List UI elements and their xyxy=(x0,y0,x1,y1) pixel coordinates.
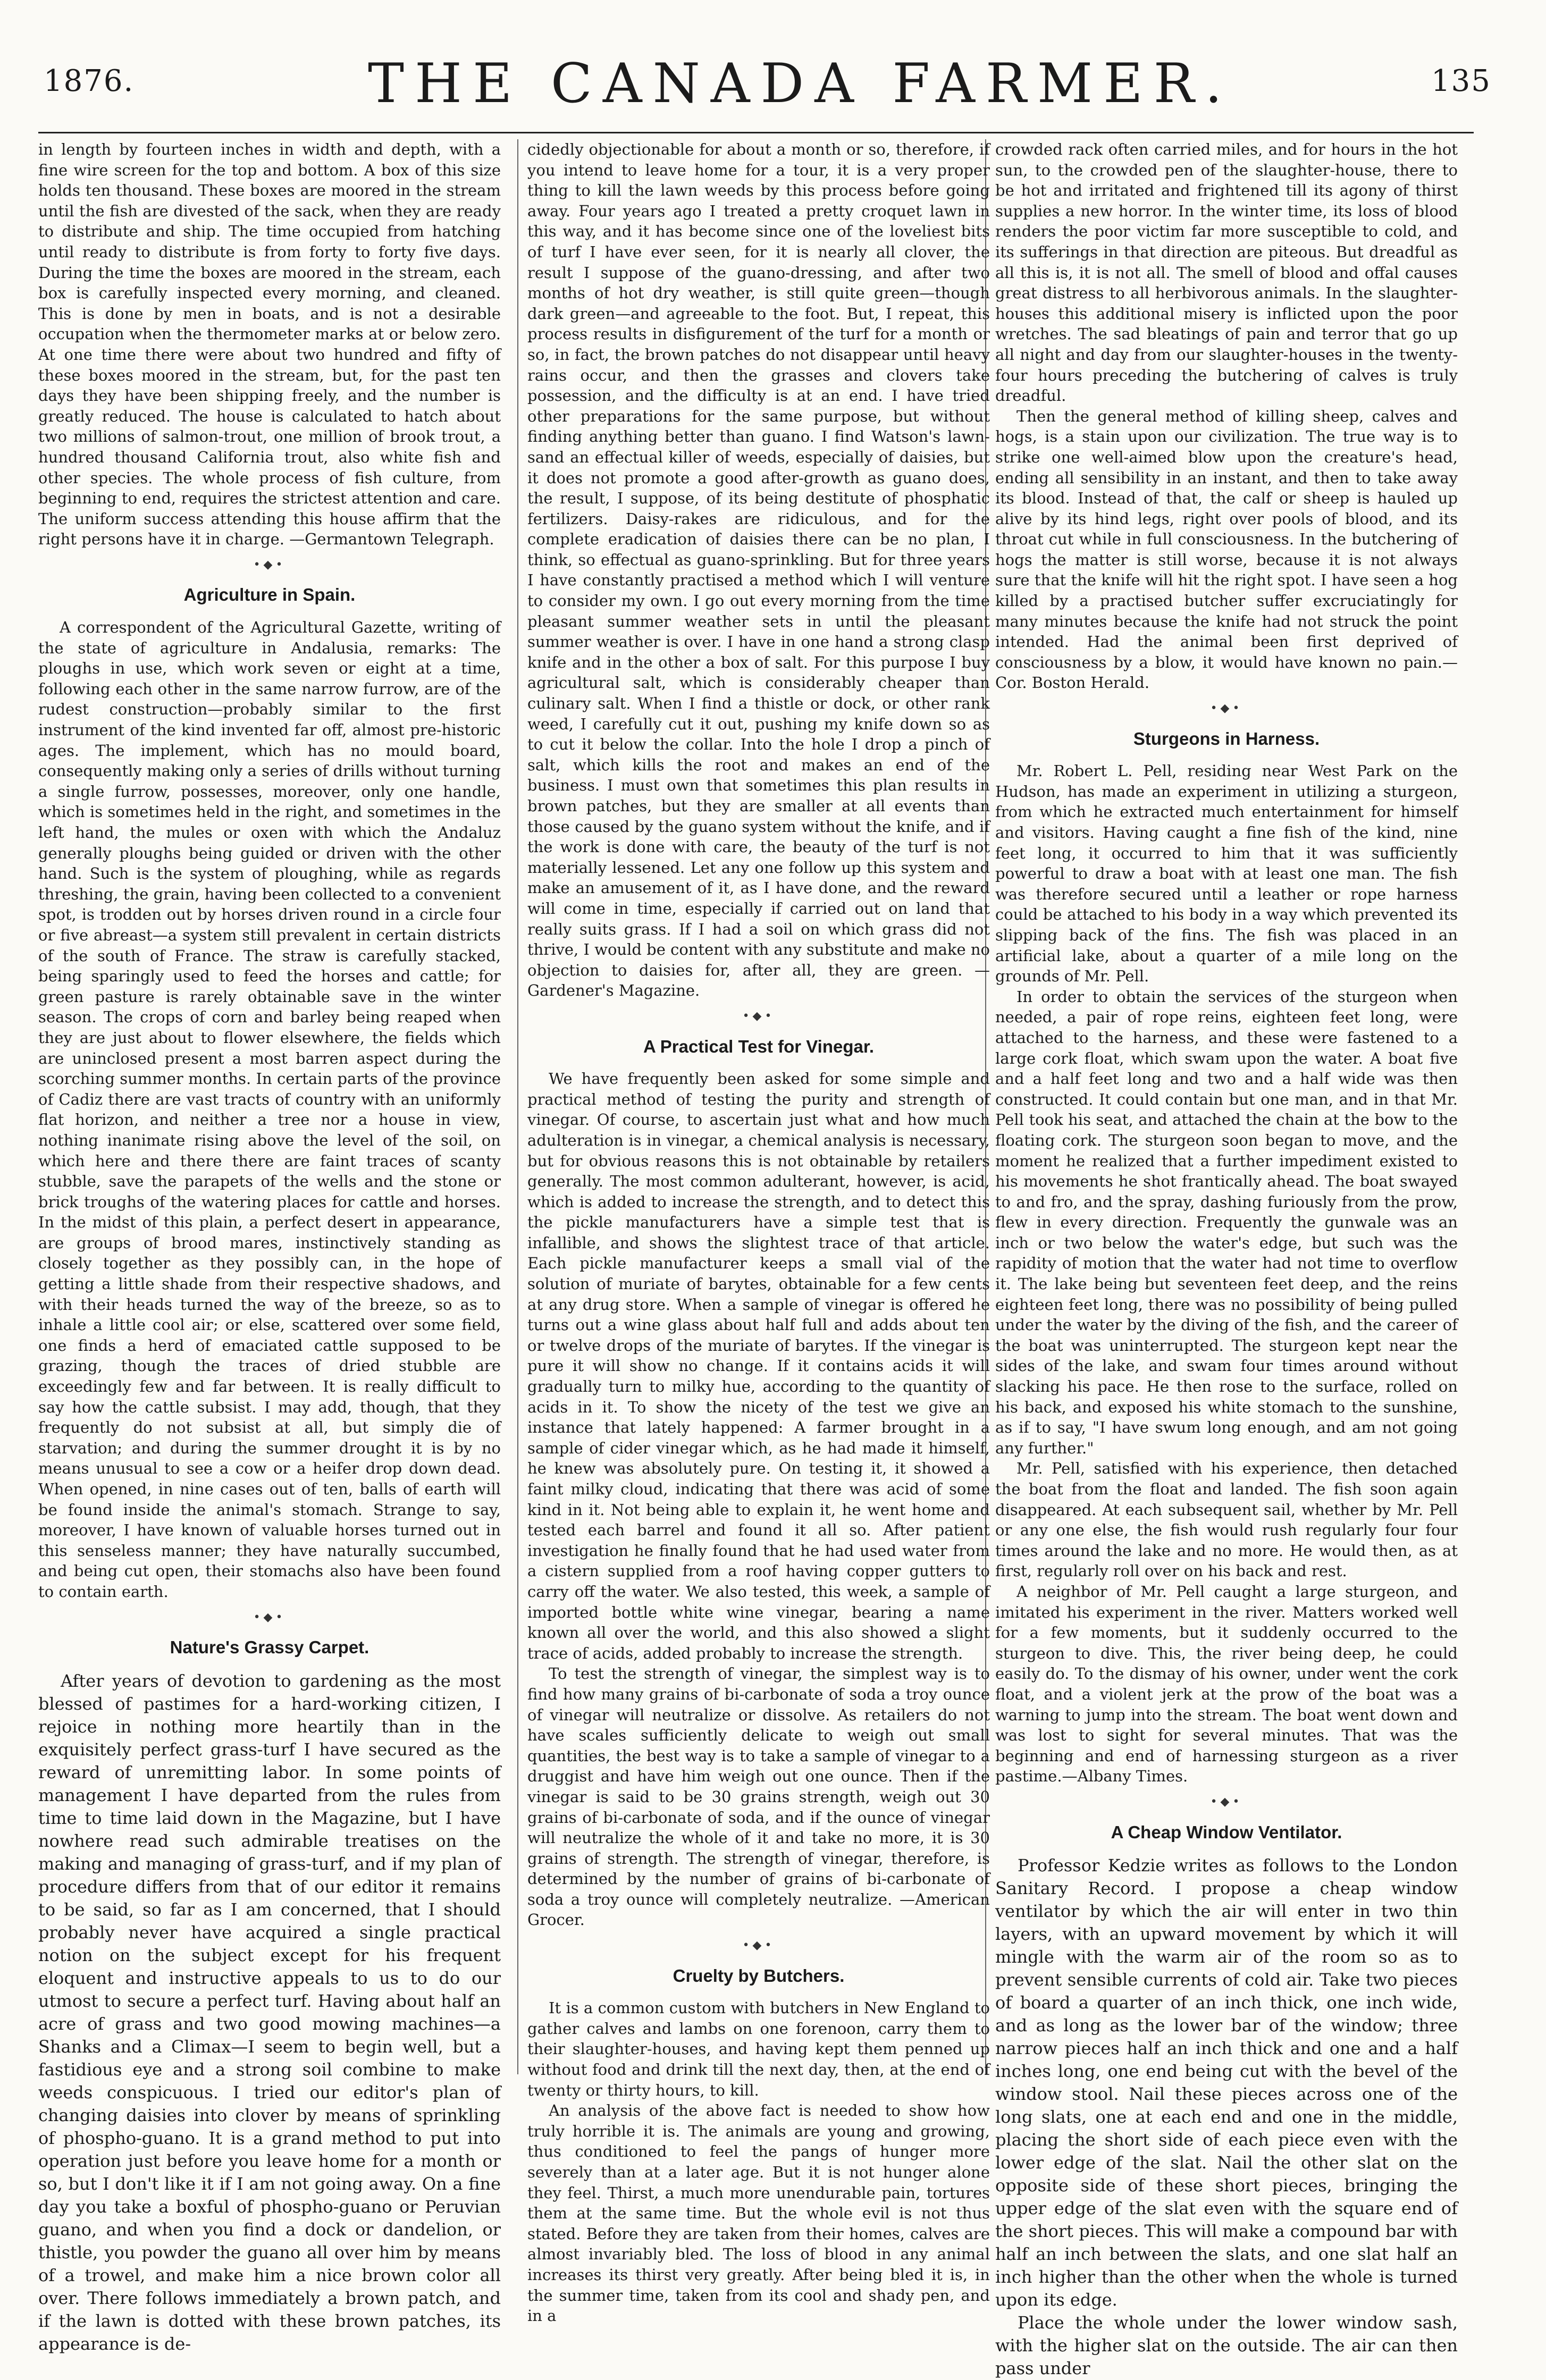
article-paragraph: Mr. Pell, satisfied with his experience, then detached the boat from the float and landed. The fish soon again disappeared. At each subsequent sail, whether by Mr. Pell or any one else, the fish would rush regularly four four times around the lake and no more. He would then, as at first, regularly roll over on his back and rest. xyxy=(995,1459,1458,1580)
article-paragraph: It is a common custom with butchers in New England to gather calves and lambs on one forenoon, carry them to their slaughter-houses, and having kept them penned up without food and drink till the next day, then, at the end of twenty or thirty hours, to kill. xyxy=(527,1999,990,2099)
article-body xyxy=(995,1854,1458,2380)
column-3 xyxy=(995,139,1458,2379)
article-heading: Nature's Grassy Carpet. xyxy=(170,1637,369,1658)
article-paragraph: Professor Kedzie writes as follows to the London Sanitary Record. I propose a cheap window ventilator by which the air will enter in two thin layers, with an upward movement by which it will mingle with the warm air of the room so as to prevent sensible currents of cold air. Take two pieces of board a quarter of an inch thick, one inch wide, and as long as the lower bar of the window; three narrow pieces half an inch thick and one and a half inches long, one end being cut with the bevel of the window stool. Nail these pieces across one of the long slats, one at each end and one in the middle, placing the short side of each piece even with the lower edge of the slat. Nail the other slat on the opposite side of these short pieces, bringing the upper edge of the slat even with the square end of the short pieces. This will make a compound bar with half an inch between the slats, and one slat half an inch higher than the other when the whole is turned upon its edge. xyxy=(995,1855,1458,2310)
article-paragraph: Place the whole under the lower window sash, with the higher slat on the outside. The air can then pass under xyxy=(995,2312,1458,2379)
article-paragraph: In order to obtain the services of the sturgeon when needed, a pair of rope reins, eighteen feet long, were attached to the harness, and these were fastened to a large cork float, which swam upon the water. A boat five and a half feet long and two and a half wide was then constructed. It could contain but one man, and in that Mr. Pell took his seat, and attached the chain at the bow to the floating cork. The sturgeon soon began to move, and the moment he realized that a further impediment existed to his movements he shot frantically ahead. The boat swayed to and fro, and the spray, dashing furiously from the prow, flew in every direction. Frequently the gunwale was an inch or two below the water's edge, but such was the rapidity of motion that the water had not time to overflow it. The lake being but seventeen feet deep, and the reins eighteen feet long, there was no possibility of being pulled under the water by the diving of the fish, and the career of the boat was uninterrupted. The sturgeon kept near the sides of the lake, and swam four times around without slacking his pace. He then rose to the surface, rolled on his back, and exposed his white stomach to the sunshine, as if to say, "I have swum long enough, and am not going any further." xyxy=(995,987,1458,1457)
newspaper-title: THE CANADA FARMER. xyxy=(368,52,1233,115)
column-divider xyxy=(517,139,518,2074)
article-continuation: crowded rack often carried miles, and for hours in the hot sun, to the crowded pen of the slaughter-house, there to be hot and irritated and frightened till its agony of thirst supplies a new horror. In the winter time, its loss of blood renders the poor victim far more susceptible to cold, and its sufferings in that direction are piteous. But dreadful as all this is, it is not all. The smell of blood and offal causes great distress to all herbivorous animals. In the slaughter-houses this additional misery is inflicted upon the poor wretches. The sad bleatings of pain and terror that go up all night and day from our slaughter-houses in the twenty-four hours preceding the butchering of calves is truly dreadful. xyxy=(995,140,1458,405)
article-paragraph: A correspondent of the Agricultural Gazette, writing of the state of agriculture in Andalusia, remarks: The ploughs in use, which work seven or eight at a time, following each other in the same narrow furrow, are of the rudest construction—probably similar to the first instrument of the kind invented far off, almost pre-historic ages. The implement, which has no mould board, consequently making only a series of drills without turning a single furrow, possesses, moreover, only one handle, which is sometimes held in the right, and sometimes in the left hand, the mules or oxen with which the Andaluz generally ploughs being guided or driven with the other hand. Such is the system of ploughing, while as regards threshing, the grain, having been collected to a convenient spot, is trodden out by horses driven round in a circle four or five abreast—a system still prevalent in certain districts of the south of France. The straw is carefully stacked, being sparingly used to feed the horses and cattle; for green pasture is rarely obtainable save in the winter season. The crops of corn and barley being reaped when they are just about to flower elsewhere, the fields which are uninclosed present a most barren aspect during the scorching summer months. In certain parts of the province of Cadiz there are vast tracts of country with an uniformly flat horizon, and neither a tree nor a house in view, nothing inanimate rising above the level of the soil, on which here and there there are faint traces of scanty stubble, save the parapets of the wells and the stone or brick troughs of the watering places for cattle and horses. In the midst of this plain, a perfect desert in appearance, are groups of brood mares, instinctively standing as closely together as they possibly can, in the hope of getting a little shade from their respective shadows, and with their heads turned the way of the breeze, so as to inhale a little cool air; or else, scattered over some field, one finds a herd of emaciated cattle supposed to be grazing, though the traces of dried stubble are exceedingly few and far between. It is really difficult to say how the cattle subsist. I may add, though, that they frequently do not subsist at all, but simply die of starvation; and during the summer drought it is by no means unusual to see a cow or a heifer drop down dead. When opened, in nine cases out of ten, balls of earth will be found inside the animal's stomach. Strange to say, moreover, I have known of valuable horses turned out in this senseless manner; they have naturally succumbed, and being cut open, their stomachs also have been found to contain earth. xyxy=(38,618,501,1601)
article-heading: A Practical Test for Vinegar. xyxy=(643,1036,875,1056)
section-ornament: •◆• xyxy=(742,1009,775,1023)
column-2 xyxy=(527,139,990,2325)
article-heading: Sturgeons in Harness. xyxy=(1133,728,1320,749)
article-body xyxy=(38,1670,501,2356)
column-1 xyxy=(38,139,501,2354)
header-rule xyxy=(38,132,1474,133)
section-ornament: •◆• xyxy=(1210,1795,1243,1809)
article-paragraph: To test the strength of vinegar, the simplest way is to find how many grains of bi-carbonate of soda a troy ounce of vinegar will neutralize or dissolve. As retailers do not have scales sufficiently delicate to weigh out small quantities, the best way is to take a sample of vinegar to a druggist and have him weigh out one ounce. Then if the vinegar is said to be 30 grains strength, weigh out 30 grains of bi-carbonate of soda, and if the ounce of vinegar will neutralize the whole of it and take no more, it is 30 grains of strength. The strength of vinegar, therefore, is determined by the number of grains of bi-carbonate of soda a troy ounce will completely neutralize. —American Grocer. xyxy=(527,1664,990,1929)
article-continuation: cidedly objectionable for about a month or so, therefore, if you intend to leave home for a tour, it is a very proper thing to kill the lawn weeds by this process before going away. Four years ago I treated a pretty croquet lawn in this way, and it has become since one of the loveliest bits of turf I have ever seen, for it is nearly all clover, the result I suppose of the guano-dressing, and after two months of hot dry weather, is still quite green—though dark green—and agreeable to the foot. But, I repeat, this process results in disfigurement of the turf for a month or so, in fact, the brown patches do not disappear until heavy rains occur, and then the grasses and clovers take possession, and the difficulty is at an end. I have tried other preparations for the same purpose, but without finding anything better than guano. I find Watson's lawn-sand an effectual killer of weeds, especially of daisies, but it does not promote a good after-growth as guano does, the result, I suppose, of its being destitute of phosphatic fertilizers. Daisy-rakes are ridiculous, and for the complete eradication of daisies there can be no plan, I think, so effectual as guano-sprinkling. But for three years I have constantly practised a method which I will venture to consider my own. I go out every morning from the time pleasant summer weather sets in until the pleasant summer weather is over. I have in one hand a strong clasp knife and in the other a box of salt. For this purpose I buy agricultural salt, which is considerably cheaper than culinary salt. When I find a thistle or dock, or other rank weed, I carefully cut it out, pushing my knife down so as to cut it below the collar. Into the hole I drop a pinch of salt, which kills the root and makes an end of the business. I must own that sometimes this plan results in brown patches, but they are smaller at all events than those caused by the guano system without the knife, and if the work is done with care, the beauty of the turf is not materially lessened. Let any one follow up this system and make an amusement of it, as I have done, and the reward will come in time, especially if carried out on land that really suits grass. If I had a soil on which grass did not thrive, I would be content with any substitute and make no objection to daisies for, after all, they are green. —Gardener's Magazine. xyxy=(527,140,990,1000)
article-paragraph: Mr. Robert L. Pell, residing near West Park on the Hudson, has made an experiment in utilizing a sturgeon, from which he extracted much entertainment for himself and visitors. Having caught a fine fish of the kind, nine feet long, it occurred to him that it was sufficiently powerful to draw a boat with at least one man. The fish was therefore secured until a leather or rope harness could be attached to his body in a way which prevented its slipping back of the fins. The fish was placed in an artificial lake, about a quarter of a mile long on the grounds of Mr. Pell. xyxy=(995,762,1458,986)
article-paragraph: An analysis of the above fact is needed to show how truly horrible it is. The animals are young and growing, thus conditioned to feel the pangs of hunger more severely than at a later age. But it is not hunger alone they feel. Thirst, a much more unendurable pain, tortures them at the same time. But the whole evil is not thus stated. Before they are taken from their homes, calves are almost invariably bled. The loss of blood in any animal increases its thirst very greatly. After being bled it is, in the summer time, taken from its cool and shady pen, and in a xyxy=(527,2101,990,2325)
article-paragraph: A neighbor of Mr. Pell caught a large sturgeon, and imitated his experiment in the river. Matters worked well for a few moments, but it suddenly occurred to the sturgeon to dive. This, the river being deep, he could easily do. To the dismay of his owner, under went the cork float, and a violent jerk at the prow of the boat was a warning to jump into the stream. The boat went down and was lost to sight for several minutes. That was the beginning and end of harnessing sturgeon as a river pastime.—Albany Times. xyxy=(995,1582,1458,1786)
issue-year: 1876. xyxy=(44,64,135,98)
section-ornament: •◆• xyxy=(1210,702,1243,716)
article-paragraph: We have frequently been asked for some simple and practical method of testing the purity and strength of vinegar. Of course, to ascertain just what and how much adulteration is in vinegar, a chemical analysis is necessary, but for obvious reasons this is not obtainable by retailers generally. The most common adulterant, however, is acid, which is added to increase the strength, and to detect this the pickle manufacturers have a simple test that is infallible, and shows the slightest trace of that article. Each pickle manufacturer keeps a small vial of the solution of muriate of barytes, obtainable for a few cents at any drug store. When a sample of vinegar is offered he turns out a wine glass about half full and adds about ten or twelve drops of the muriate of barytes. If the vinegar is pure it will show no change. If it contains acids it will gradually turn to milky hue, according to the quantity of acids in it. To show the nicety of the test we give an instance that lately happened: A farmer brought in a sample of cider vinegar which, as he had made it himself, he knew was absolutely pure. On testing it, it showed a faint milky cloud, indicating that there was acid of some kind in it. Not being able to explain it, he went home and tested each barrel and found it all so. After patient investigation he finally found that he had used water from a cistern supplied from a roof having copper gutters to carry off the water. We also tested, this week, a sample of imported bottle white wine vinegar, bearing a name known all over the world, and this also showed a slight trace of acids, added probably to increase the strength. xyxy=(527,1070,990,1662)
section-ornament: •◆• xyxy=(742,1939,775,1953)
article-paragraph: After years of devotion to gardening as the most blessed of pastimes for a hard-working citizen, I rejoice in nothing more heartily than in the exquisitely perfect grass-turf I have secured as the reward of unremitting labor. In some points of management I have departed from the rules from time to time laid down in the Magazine, but I have nowhere read such admirable treatises on the making and managing of grass-turf, and if my plan of procedure differs from that of our editor it remains to be said, so far as I am concerned, that I should probably never have acquired a single practical notion on the subject except for his frequent eloquent and instructive appeals to us to do our utmost to secure a perfect turf. Having about half an acre of grass and two good mowing machines—a Shanks and a Climax—I seem to begin well, but a fastidious eye and a strong soil combine to make weeds conspicuous. I tried our editor's plan of changing daisies into clover by means of sprinkling of phospho-guano. It is a grand method to put into operation just before you leave home for a month or so, but I don't like it if I am not going away. On a fine day you take a boxful of phospho-guano or Peruvian guano, and when you find a dock or dandelion, or thistle, you powder the guano all over him by means of a trowel, and make him a nice brown color all over. There follows immediately a brown patch, and if the lawn is dotted with these brown patches, its appearance is de- xyxy=(38,1670,501,2354)
article-heading: Cruelty by Butchers. xyxy=(673,1965,845,1986)
section-ornament: •◆• xyxy=(253,558,286,571)
masthead xyxy=(38,0,1491,115)
page-number: 135 xyxy=(1431,64,1491,98)
section-ornament: •◆• xyxy=(253,1610,286,1624)
article-continuation: in length by fourteen inches in width and depth, with a fine wire screen for the top and bottom. A box of this size holds ten thousand. These boxes are moored in the stream until the fish are divested of the sack, when they are ready to distribute and ship. The time occupied from hatching until ready to distribute is from forty to forty five days. During the time the boxes are moored in the stream, each box is carefully inspected every morning, and cleaned. This is done by men in boats, and is not a desirable occupation when the thermometer marks at or below zero. At one time there were about two hundred and fifty of these boxes moored in the stream, but, for the past ten days they have been shipping freely, and the number is greatly reduced. The house is calculated to hatch about two millions of salmon-trout, one million of brook trout, a hundred thousand California trout, also white fish and other species. The whole process of fish culture, from beginning to end, requires the strictest attention and care. The uniform success attending this house affirm that the right persons have it in charge. —Germantown Telegraph. xyxy=(38,140,501,549)
article-heading: Agriculture in Spain. xyxy=(183,585,356,605)
article-paragraph: Then the general method of killing sheep, calves and hogs, is a stain upon our civilization. The true way is to strike one well-aimed blow upon the creature's head, ending all sensibility in an instant, and then to take away its blood. Instead of that, the calf or sheep is hauled up alive by its hind legs, right over pools of blood, and its throat cut while in full consciousness. In the butchering of hogs the matter is still worse, because it is not always sure that the knife will hit the right spot. I have seen a hog killed by a practised butcher suffer excruciatingly for many minutes because the knife had not struck the point intended. Had the animal been first deprived of consciousness by a blow, it would have known no pain.—Cor. Boston Herald. xyxy=(995,407,1458,692)
article-heading: A Cheap Window Ventilator. xyxy=(1111,1822,1342,1842)
